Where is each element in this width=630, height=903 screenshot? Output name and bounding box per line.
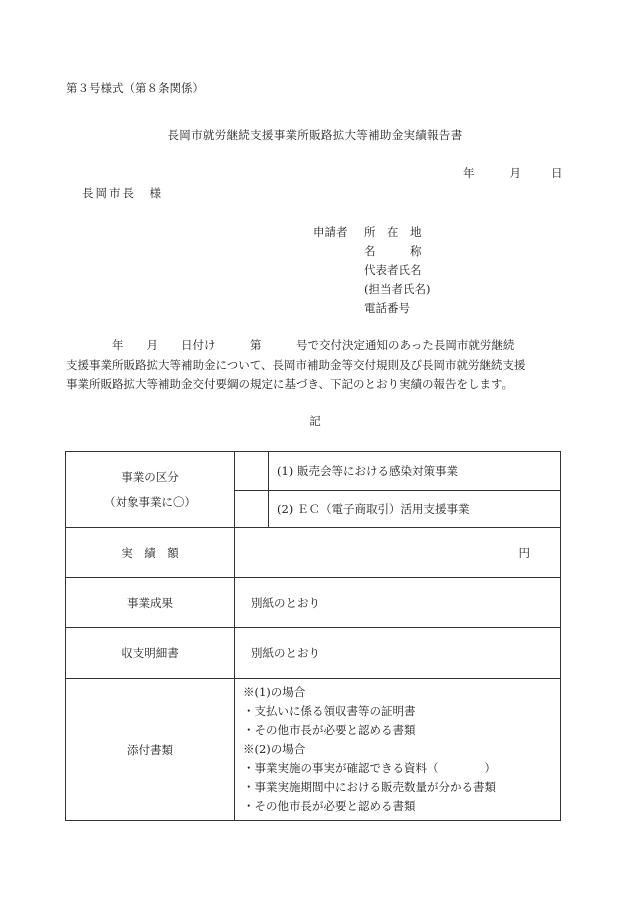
amount-label: 実 績 額 [66,528,235,578]
attachments-list [235,679,561,821]
attachments-label: 添付書類 [66,679,235,821]
attachment-item: ・支払いに係る領収書等の証明書 [243,704,416,718]
body-line: 事業所販路拡大等補助金交付要綱の規定に基づき、下記のとおり実績の報告をします。 [66,377,514,391]
date-month: 月 [509,166,521,180]
contact-person-label: (担当者氏名) [364,282,431,296]
table-row [66,578,561,628]
date-year: 年 [463,166,475,180]
category-label-cell [66,452,235,528]
document-title: 長岡市就労継続支援事業所販路拡大等補助金実績報告書 [167,128,463,142]
attachment-item: ・その他市長が必要と認める書類 [243,723,416,737]
budget-label: 収支明細書 [66,628,235,679]
representative-name-label: 代表者氏名 [364,263,422,277]
table-row [66,452,561,491]
body-line: 年 月 日付け 第 号で交付決定通知のあった長岡市就労継続 [66,338,515,352]
report-table [65,451,561,821]
option-2-mark-cell[interactable] [235,491,269,528]
category-label: 事業の区分 [121,470,179,484]
table-row [66,628,561,679]
results-label: 事業成果 [66,578,235,628]
date-line [463,168,563,180]
body-paragraph [66,336,566,395]
option-1-label: (1) 販売会等における感染対策事業 [269,452,561,491]
form-number: 第３号様式（第８条関係） [66,81,204,95]
table-row [66,528,561,578]
budget-value: 別紙のとおり [235,628,561,679]
applicant-name-label: 名 称 [364,244,422,258]
option-2-label: (2) ＥＣ（電子商取引）活用支援事業 [269,491,561,528]
ki-heading: 記 [309,414,321,428]
attachment-item: ※(1)の場合 [243,685,306,699]
option-1-mark-cell[interactable] [235,452,269,491]
attachment-item: ・事業実施の事実が確認できる資料（ ） [243,761,496,775]
phone-number-label: 電話番号 [364,301,410,315]
results-value: 別紙のとおり [235,578,561,628]
table-row [66,679,561,821]
applicant-address-label: 所 在 地 [364,225,422,239]
attachment-item: ・事業実施期間中における販売数量が分かる書類 [243,780,496,794]
applicant-label: 申請者 [313,225,348,239]
body-line: 支援事業所販路拡大等補助金について、長岡市補助金等交付規則及び長岡市就労継続支援 [66,357,526,372]
attachment-item: ※(2)の場合 [243,742,306,756]
amount-value-cell[interactable] [235,528,561,578]
category-sublabel: （対象事業に〇） [104,495,196,509]
date-day: 日 [551,166,563,180]
attachment-item: ・その他市長が必要と認める書類 [243,799,416,813]
yen-unit: 円 [518,545,530,560]
addressee: 長岡市長 様 [82,186,163,200]
